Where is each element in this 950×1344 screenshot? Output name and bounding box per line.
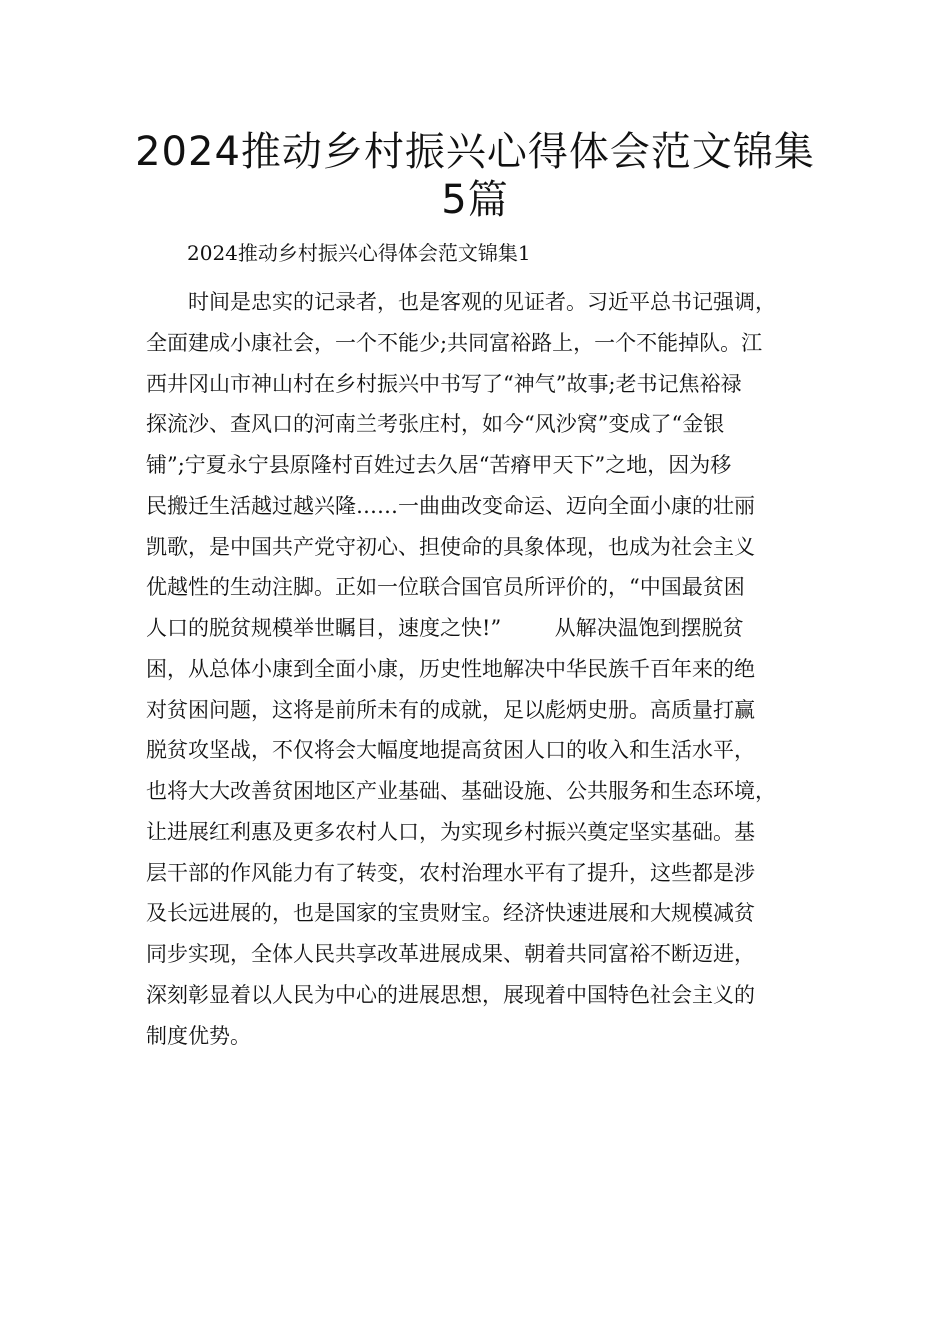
paragraph-line: 西井冈山市神山村在乡村振兴中书写了“神气”故事;老书记焦裕禄: [146, 371, 742, 396]
paragraph-line: 及长远进展的，也是国家的宝贵财宝。经济快速进展和大规模减贫: [146, 901, 755, 926]
paragraph-line: 制度优势。: [146, 1023, 251, 1048]
paragraph-line: 困，从总体小康到全面小康，历史性地解决中华民族千百年来的绝: [146, 656, 755, 681]
paragraph-line: 脱贫攻坚战，不仅将会大幅度地提高贫困人口的收入和生活水平，: [146, 738, 755, 763]
paragraph-line: 优越性的生动注脚。正如一位联合国官员所评价的，“中国最贫困: [146, 575, 745, 600]
paragraph-line: 民搬迁生活越过越兴隆……一曲曲改变命运、迈向全面小康的壮丽: [146, 493, 755, 518]
section-heading: 2024推动乡村振兴心得体会范文锦集1: [187, 241, 531, 265]
document-title: 2024推动乡村振兴心得体会范文锦集5篇: [135, 129, 815, 223]
paragraph-line: 深刻彰显着以人民为中心的进展思想，展现着中国特色社会主义的: [146, 982, 755, 1007]
paragraph-line: 同步实现，全体人民共享改革进展成果、朝着共同富裕不断迈进，: [146, 942, 755, 966]
paragraph-line: 凯歌，是中国共产党守初心、担使命的具象体现，也成为社会主义: [146, 534, 755, 559]
paragraph-line: 让进展红利惠及更多农村人口，为实现乡村振兴奠定坚实基础。基: [146, 819, 755, 844]
body-paragraph: [146, 282, 808, 1056]
paragraph-line: 人口的脱贫规模举世瞩目，速度之快!” 从解决温饱到摆脱贫: [146, 616, 744, 640]
paragraph-line: 全面建成小康社会，一个不能少;共同富裕路上，一个不能掉队。江: [146, 330, 763, 355]
paragraph-line: 探流沙、查风口的河南兰考张庄村，如今“风沙窝”变成了“金银: [146, 412, 725, 437]
paragraph-line: 也将大大改善贫困地区产业基础、基础设施、公共服务和生态环境，: [146, 779, 776, 803]
paragraph-line: 对贫困问题，这将是前所未有的成就，足以彪炳史册。高质量打赢: [146, 697, 755, 722]
paragraph-line: 层干部的作风能力有了转变，农村治理水平有了提升，这些都是涉: [146, 860, 755, 885]
paragraph-line: 时间是忠实的记录者，也是客观的见证者。习近平总书记强调，: [188, 290, 776, 314]
paragraph-line: 铺”;宁夏永宁县原隆村百姓过去久居“苦瘠甲天下”之地，因为移: [146, 453, 732, 477]
